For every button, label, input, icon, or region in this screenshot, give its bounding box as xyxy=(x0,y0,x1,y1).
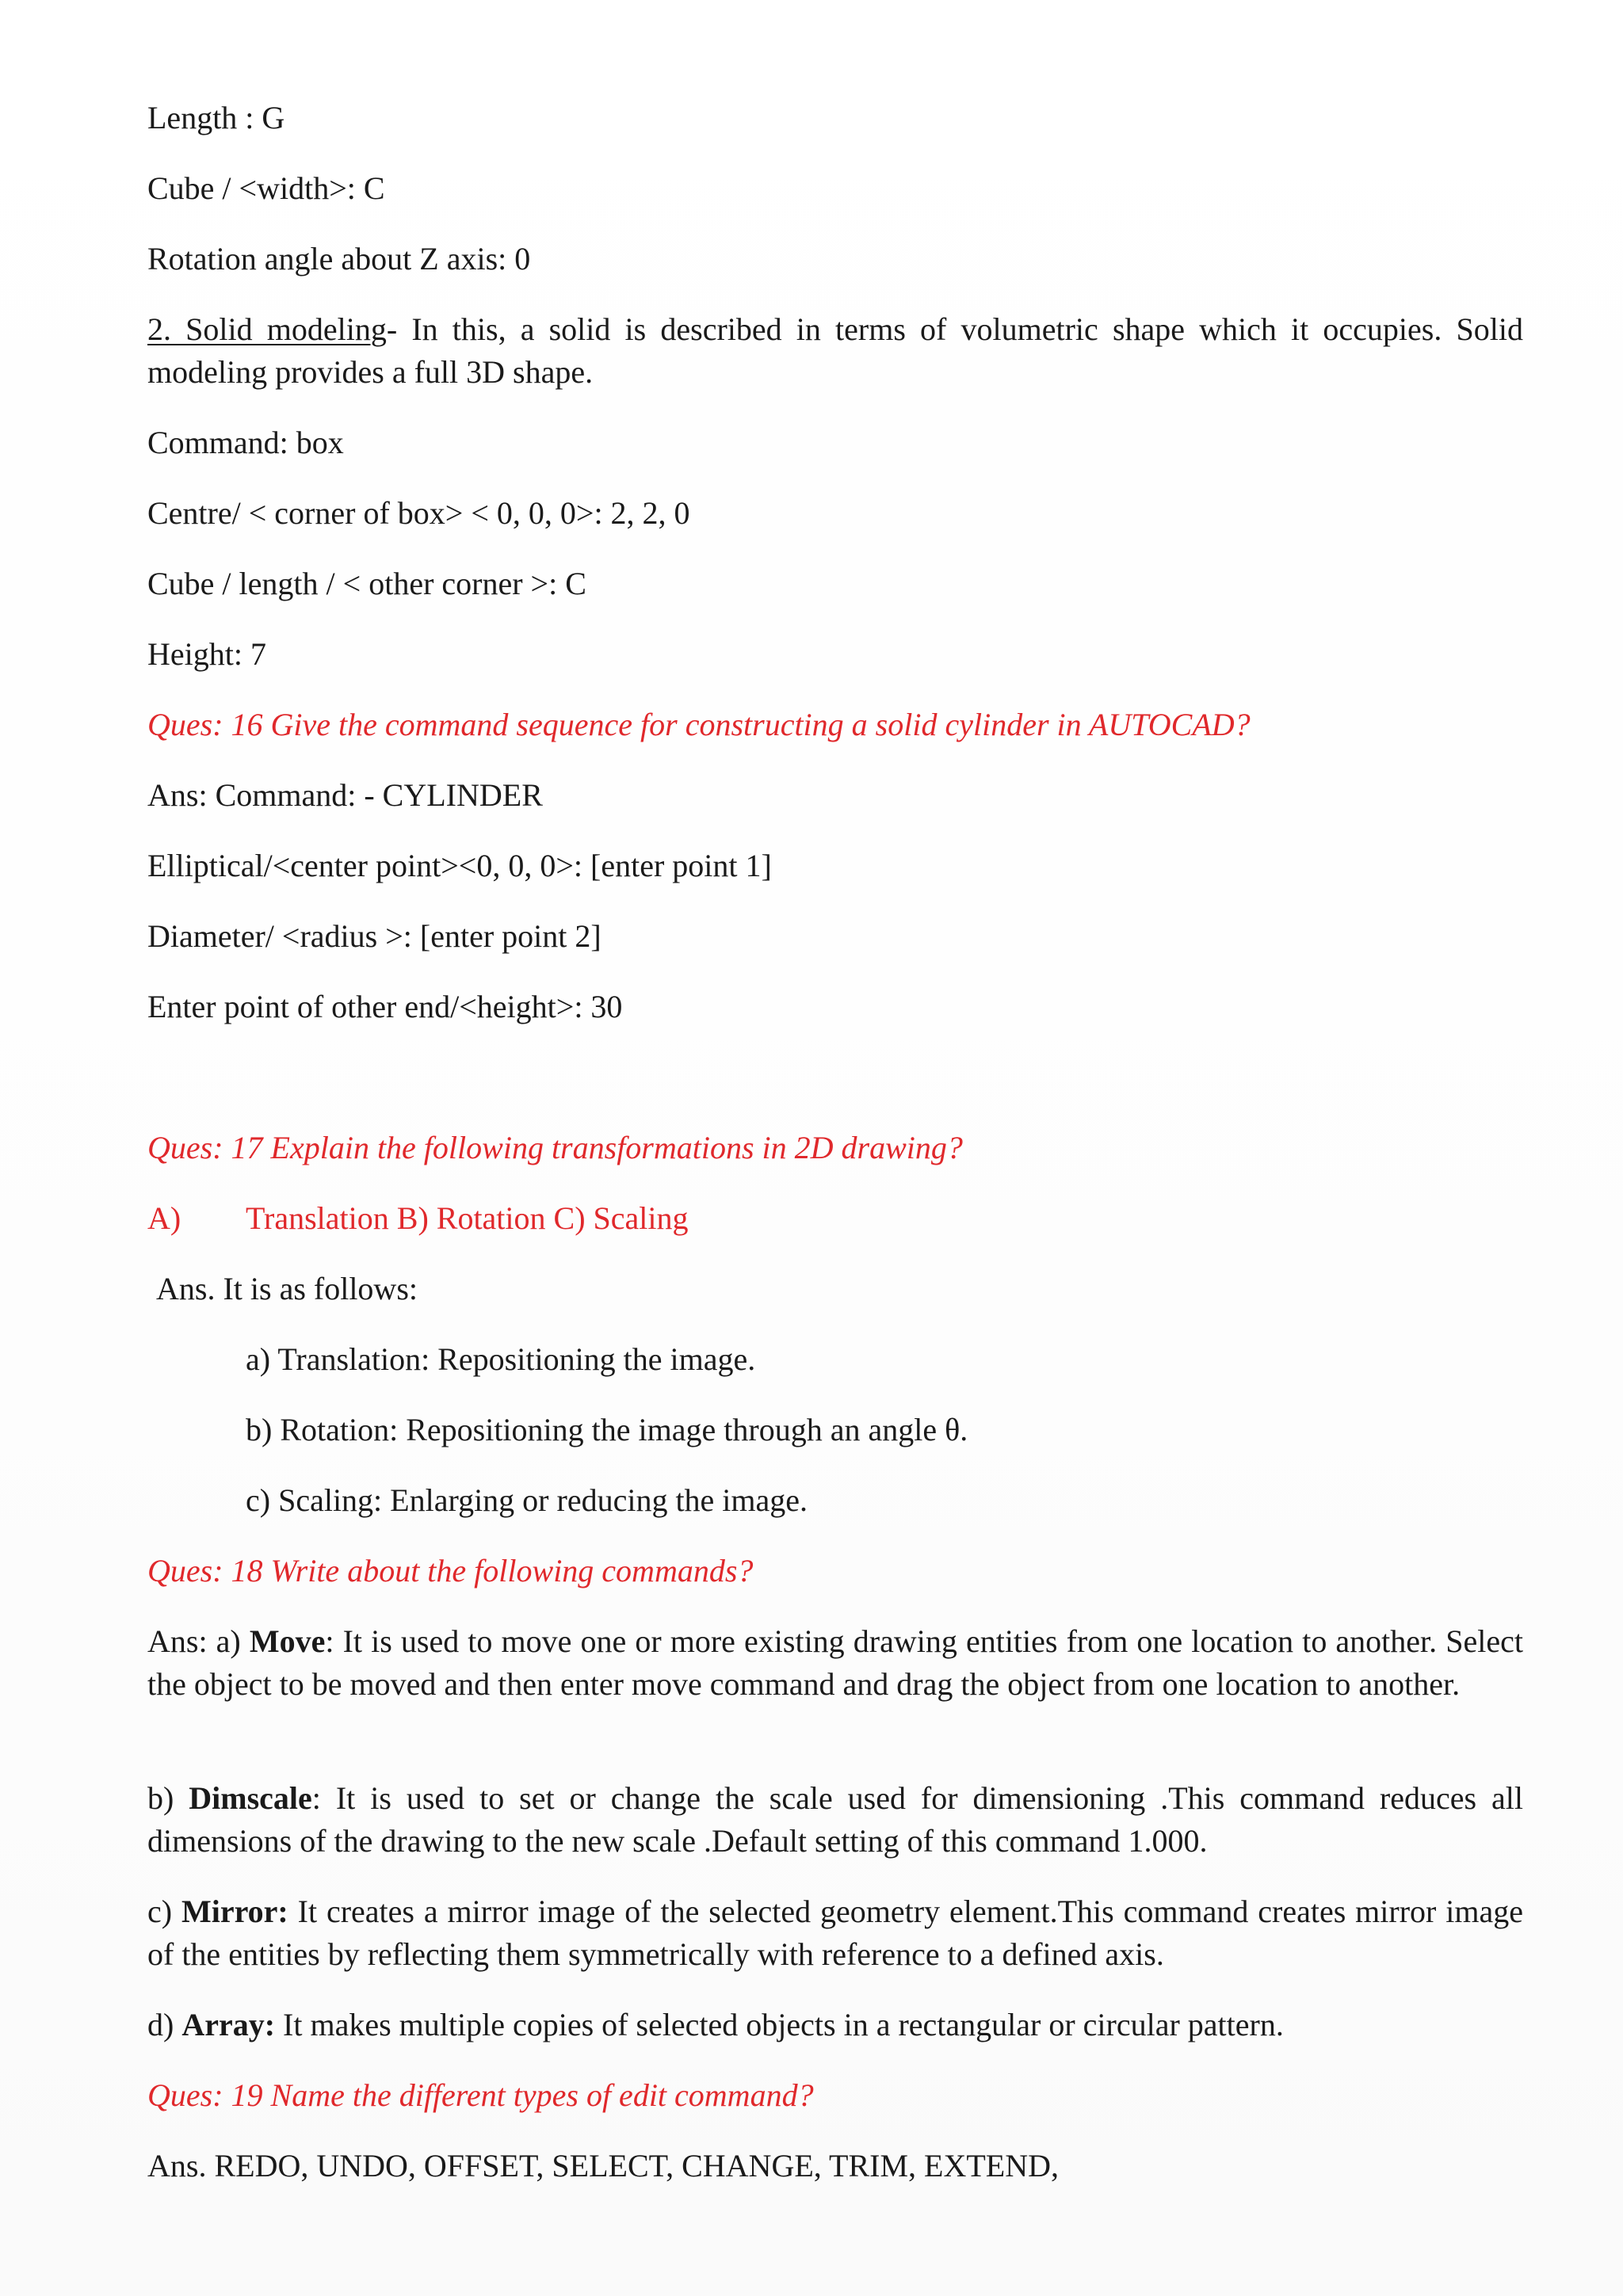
q18-dimscale-paragraph xyxy=(147,1777,1523,1863)
question-16: Ques: 16 Give the command sequence for constructing a solid cylinder in AUTOCAD? xyxy=(147,707,1251,742)
q16-height-line: Enter point of other end/<height>: 30 xyxy=(147,989,623,1024)
box-command-line: Command: box xyxy=(147,425,344,460)
q17-options-text: Translation B) Rotation C) Scaling xyxy=(246,1200,689,1236)
q18-dimscale-term: Dimscale xyxy=(189,1780,312,1816)
q18-dimscale-text: : It is used to set or change the scale used for dimensioning .This command reduces all dimensions of the drawing to the new scale .Default setting of this command 1.000. xyxy=(147,1780,1523,1859)
q16-answer: Ans: Command: - CYLINDER xyxy=(147,777,543,813)
q16-diameter-line: Diameter/ <radius >: [enter point 2] xyxy=(147,918,601,954)
q16-elliptical-line: Elliptical/<center point><0, 0, 0>: [enter point 1] xyxy=(147,848,772,883)
q17-translation: a) Translation: Repositioning the image. xyxy=(246,1341,756,1377)
q18-move-prefix: Ans: a) xyxy=(147,1623,250,1659)
q17-scaling: c) Scaling: Enlarging or reducing the image. xyxy=(246,1482,808,1518)
q17-answer: Ans. It is as follows: xyxy=(156,1271,418,1306)
length-line: Length : G xyxy=(147,100,285,135)
box-height-line: Height: 7 xyxy=(147,636,266,672)
solid-modeling-text: - In this, a solid is described in terms of volumetric shape which it occupies. Solid modeling provides a full 3D shape. xyxy=(147,311,1523,390)
question-17: Ques: 17 Explain the following transformations in 2D drawing? xyxy=(147,1130,963,1165)
cube-width-line: Cube / <width>: C xyxy=(147,170,385,206)
q17-option-a-label: A) xyxy=(147,1200,181,1236)
question-19: Ques: 19 Name the different types of edit command? xyxy=(147,2077,814,2113)
q18-array-prefix: d) xyxy=(147,2007,182,2042)
q19-answer: Ans. REDO, UNDO, OFFSET, SELECT, CHANGE, TRIM, EXTEND, xyxy=(147,2148,1059,2183)
question-18: Ques: 18 Write about the following commands? xyxy=(147,1553,754,1589)
solid-modeling-heading: 2. Solid modeling xyxy=(147,311,387,347)
q18-array-text: It makes multiple copies of selected objects in a rectangular or circular pattern. xyxy=(275,2007,1284,2042)
solid-modeling-paragraph xyxy=(147,308,1523,394)
q18-mirror-paragraph xyxy=(147,1890,1523,1976)
q18-mirror-term: Mirror: xyxy=(181,1894,288,1929)
q18-mirror-prefix: c) xyxy=(147,1894,181,1929)
q18-array-paragraph xyxy=(147,2004,1284,2046)
q18-move-term: Move xyxy=(249,1623,326,1659)
q18-move-paragraph xyxy=(147,1620,1523,1706)
q18-dimscale-prefix: b) xyxy=(147,1780,189,1816)
q18-array-term: Array: xyxy=(181,2007,276,2042)
rotation-line: Rotation angle about Z axis: 0 xyxy=(147,241,531,277)
q18-mirror-text: It creates a mirror image of the selected geometry element.This command creates mirror image of the entities by reflecting them symmetrically with reference to a defined axis. xyxy=(147,1894,1523,1972)
box-centre-line: Centre/ < corner of box> < 0, 0, 0>: 2, 2, 0 xyxy=(147,495,690,531)
q17-rotation: b) Rotation: Repositioning the image through an angle θ. xyxy=(246,1412,968,1447)
box-cube-line: Cube / length / < other corner >: C xyxy=(147,566,586,601)
q18-move-text: : It is used to move one or more existing drawing entities from one location to another. Select the object to be moved and then enter move command and drag the object from one location to another. xyxy=(147,1623,1523,1702)
